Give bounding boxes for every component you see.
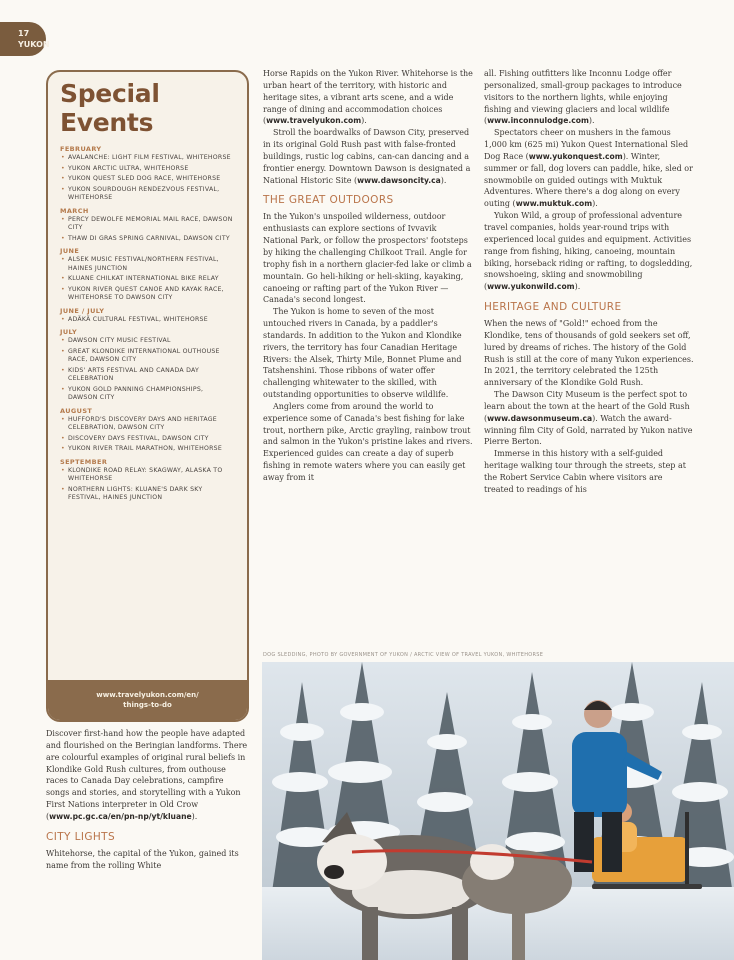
paragraph: When the news of "Gold!" echoed from the Klondike, tens of thousands of gold seekers set off, lured by dreams of riches. The history of the Gold Rush is still at the core of many Yukon experiences. In 2021, the territory celebrated the 125th anniversary of the Klondike Gold Rush. xyxy=(484,319,694,388)
sidebar-title: Special Events xyxy=(60,79,160,137)
page-section: YUKON xyxy=(18,40,50,49)
event-item: • NORTHERN LIGHTS: KLUANE'S DARK SKY FESTIVAL, HAINES JUNCTION xyxy=(60,486,235,503)
event-item: • KLUANE CHILKAT INTERNATIONAL BIKE RELAY xyxy=(60,275,235,284)
section-heading-city-lights: CITY LIGHTS xyxy=(46,830,116,843)
url-link[interactable]: www.dawsoncity.ca xyxy=(357,175,441,185)
event-item: • YUKON SOURDOUGH RENDEZVOUS FESTIVAL, WHITEHORSE xyxy=(60,186,235,203)
event-month-heading: JUNE / JULY xyxy=(60,306,105,315)
event-item: • HUFFORD'S DISCOVERY DAYS AND HERITAGE CELEBRATION, DAWSON CITY xyxy=(60,416,235,433)
url-link[interactable]: www.muktuk.com xyxy=(515,199,593,209)
paragraph: The Yukon is home to seven of the most untouched rivers in Canada, by a paddler's standards. In addition to the Yukon and Klondike rivers, the territory has four Canadian Heritage Rivers: the Alsek, Thirty Mile, Bonnet Plume and Tatshenshini. Those ribbons of water offer challenging whitewater to the skilled, with outstanding opportunities to observe wildlife. xyxy=(263,307,462,400)
event-month-heading: FEBRUARY xyxy=(60,145,102,153)
paragraph: The Dawson City Museum is the perfect spot to learn about the town at the heart of the Gold Rush (www.dawsonmuseum.ca). Watch the award-winning film City of Gold, narrated by Yukon native Pierre Berton. xyxy=(484,390,693,447)
event-item: • YUKON QUEST SLED DOG RACE, WHITEHORSE xyxy=(60,175,235,184)
event-item: • YUKON GOLD PANNING CHAMPIONSHIPS, DAWSON CITY xyxy=(60,386,235,403)
page-number: 17 xyxy=(18,29,30,38)
paragraph: Yukon Wild, a group of professional adventure travel companies, holds year-round trips with experienced local guides and equipment. Activities range from fishing, hiking, canoeing, mountain biking, horseback riding or rafting, to dogsledding, snowshoeing, skiing and snowmobiling (www.yukonwild.com). xyxy=(484,211,693,292)
event-item: • GREAT KLONDIKE INTERNATIONAL OUTHOUSE RACE, DAWSON CITY xyxy=(60,348,235,365)
paragraph: Horse Rapids on the Yukon River. Whitehorse is the urban heart of the territory, with historic and heritage sites, a vibrant arts scene, and a wide range of dining and accommodation choices (www.travelyukon.com). xyxy=(263,69,473,126)
page-tab xyxy=(0,22,50,56)
paragraph: Spectators cheer on mushers in the famous 1,000 km (625 mi) Yukon Quest International Sled Dog Race (www.yukonquest.com). Winter, summer or fall, dog lovers can paddle, hike, sled or snowmobile on guided outings with Muktuk Adventures. Where there's a dog along on every outing (www.muktuk.com). xyxy=(484,128,693,209)
event-month-heading: SEPTEMBER xyxy=(60,457,108,466)
column-left xyxy=(46,728,249,871)
url-link[interactable]: www.pc.gc.ca/en/pn-np/yt/kluane xyxy=(49,811,192,821)
event-month-heading: MARCH xyxy=(60,206,89,215)
url-link[interactable]: www.yukonwild.com xyxy=(487,282,575,292)
url-link[interactable]: www.dawsonmuseum.ca xyxy=(487,413,593,423)
column-middle xyxy=(263,68,473,484)
event-item: • YUKON ARCTIC ULTRA, WHITEHORSE xyxy=(60,165,235,174)
paragraph: In the Yukon's unspoiled wilderness, outdoor enthusiasts can explore sections of Ivvavik National Park, or follow the prospectors' footsteps by hiking the challenging Chilkoot Trail. Angle for trophy fish in a northern glacier-fed lake or climb a mountain. Go heli-hiking or heli-skiing, kayaking, canoeing or rafting part of the Yukon River — Canada's second longest. xyxy=(263,212,472,305)
url-link[interactable]: www.inconnulodge.com xyxy=(487,116,589,126)
url-link[interactable]: www.travelyukon.com xyxy=(266,116,362,126)
event-month-heading: AUGUST xyxy=(60,406,93,415)
event-item: • AVALANCHE: LIGHT FILM FESTIVAL, WHITEHORSE xyxy=(60,154,235,163)
dog-sledding-photo xyxy=(262,662,734,960)
event-item: • ADÄKÄ CULTURAL FESTIVAL, WHITEHORSE xyxy=(60,316,235,325)
paragraph: Anglers come from around the world to experience some of Canada's best fishing for lake trout, northern pike, Arctic grayling, rainbow trout and salmon in the Yukon's pristine lakes and rivers. Experienced guides can create a day of superb fishing in remote waters where you can easily get away from it xyxy=(263,401,473,482)
paragraph: all. Fishing outfitters like Inconnu Lodge offer personalized, small-group packages to introduce visitors to the northern lights, while enjoying fishing and viewing glaciers and local wildlife (www.inconnulodge.com). xyxy=(484,69,682,126)
event-item: • PERCY DEWOLFE MEMORIAL MAIL RACE, DAWSON CITY xyxy=(60,216,235,233)
events-list xyxy=(48,137,247,503)
event-item: • KIDS' ARTS FESTIVAL AND CANADA DAY CELEBRATION xyxy=(60,367,235,384)
section-heading-heritage-culture: HERITAGE AND CULTURE xyxy=(484,301,622,314)
event-item: • THAW DI GRAS SPRING CARNIVAL, DAWSON CITY xyxy=(60,235,235,244)
paragraph: Immerse in this history with a self-guided heritage walking tour through the streets, step at the Robert Service Cabin where visitors are treated to readings of his xyxy=(484,449,686,494)
sidebar-footer-line: things-to-do xyxy=(123,701,172,709)
photo-credit: DOG SLEDDING, PHOTO BY GOVERNMENT OF YUKON / ARCTIC VIEW OF TRAVEL YUKON, WHITEHORSE xyxy=(263,652,544,658)
event-item: • KLONDIKE ROAD RELAY: SKAGWAY, ALASKA TO WHITEHORSE xyxy=(60,467,235,484)
event-item: • YUKON RIVER TRAIL MARATHON, WHITEHORSE xyxy=(60,445,235,454)
paragraph: Discover first-hand how the people have adapted and flourished on the Beringian landforms. There are colourful examples of original rural beliefs in Klondike Gold Rush cultures, from outhouse races to Canada Day celebrations, campfire songs and stories, and storytelling with a Yukon First Nations interpreter in Old Crow (www.pc.gc.ca/en/pn-np/yt/kluane). xyxy=(46,729,248,821)
event-item: • YUKON RIVER QUEST CANOE AND KAYAK RACE, WHITEHORSE TO DAWSON CITY xyxy=(60,286,235,303)
dog-sledding-illustration xyxy=(262,662,734,960)
event-item: • DISCOVERY DAYS FESTIVAL, DAWSON CITY xyxy=(60,435,235,444)
event-month-heading: JUNE xyxy=(60,247,80,255)
url-link[interactable]: www.yukonquest.com xyxy=(528,151,623,161)
sidebar-footer-line: www.travelyukon.com/en/ xyxy=(96,691,199,699)
special-events-sidebar xyxy=(46,70,249,722)
column-right xyxy=(484,68,694,496)
paragraph: Whitehorse, the capital of the Yukon, gained its name from the rolling White xyxy=(46,848,239,870)
paragraph: Stroll the boardwalks of Dawson City, preserved in its original Gold Rush past with false-fronted buildings, rustic log cabins, can-can dancing and a frontier energy. Downtown Dawson is designated a National Historic Site (www.dawsoncity.ca). xyxy=(263,128,471,185)
sidebar-footer-link[interactable] xyxy=(48,680,247,720)
event-month-heading: JULY xyxy=(60,328,78,336)
event-item: • ALSEK MUSIC FESTIVAL/NORTHERN FESTIVAL, HAINES JUNCTION xyxy=(60,256,235,273)
section-heading-great-outdoors: THE GREAT OUTDOORS xyxy=(263,194,394,207)
event-item: • DAWSON CITY MUSIC FESTIVAL xyxy=(60,337,235,346)
